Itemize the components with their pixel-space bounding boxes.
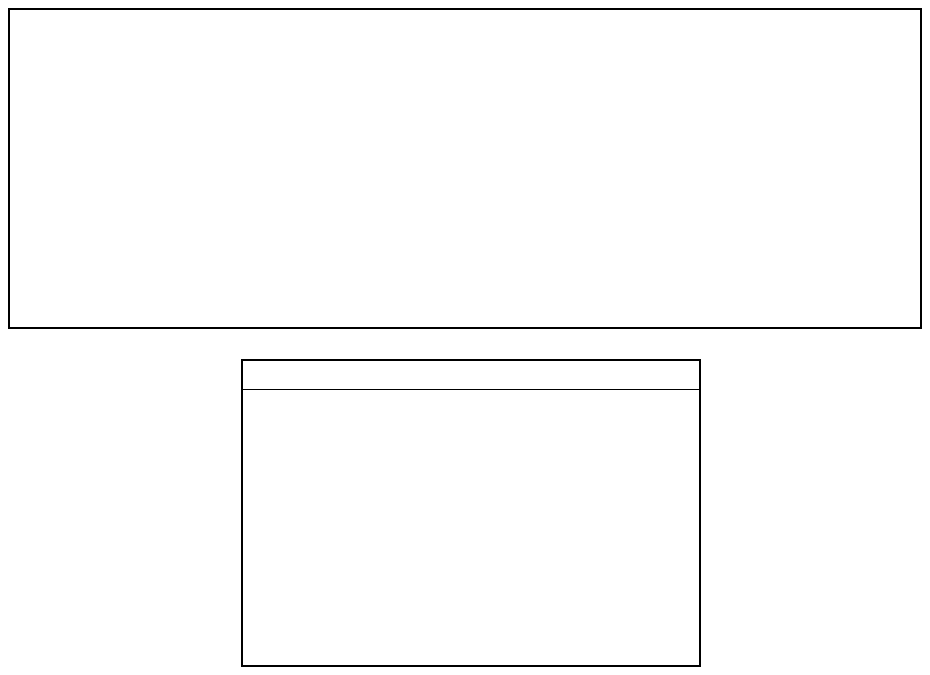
top-course-table [8, 8, 922, 329]
third-year-course-table [241, 359, 701, 667]
third-year-title [243, 361, 699, 390]
submission-note [243, 390, 699, 392]
